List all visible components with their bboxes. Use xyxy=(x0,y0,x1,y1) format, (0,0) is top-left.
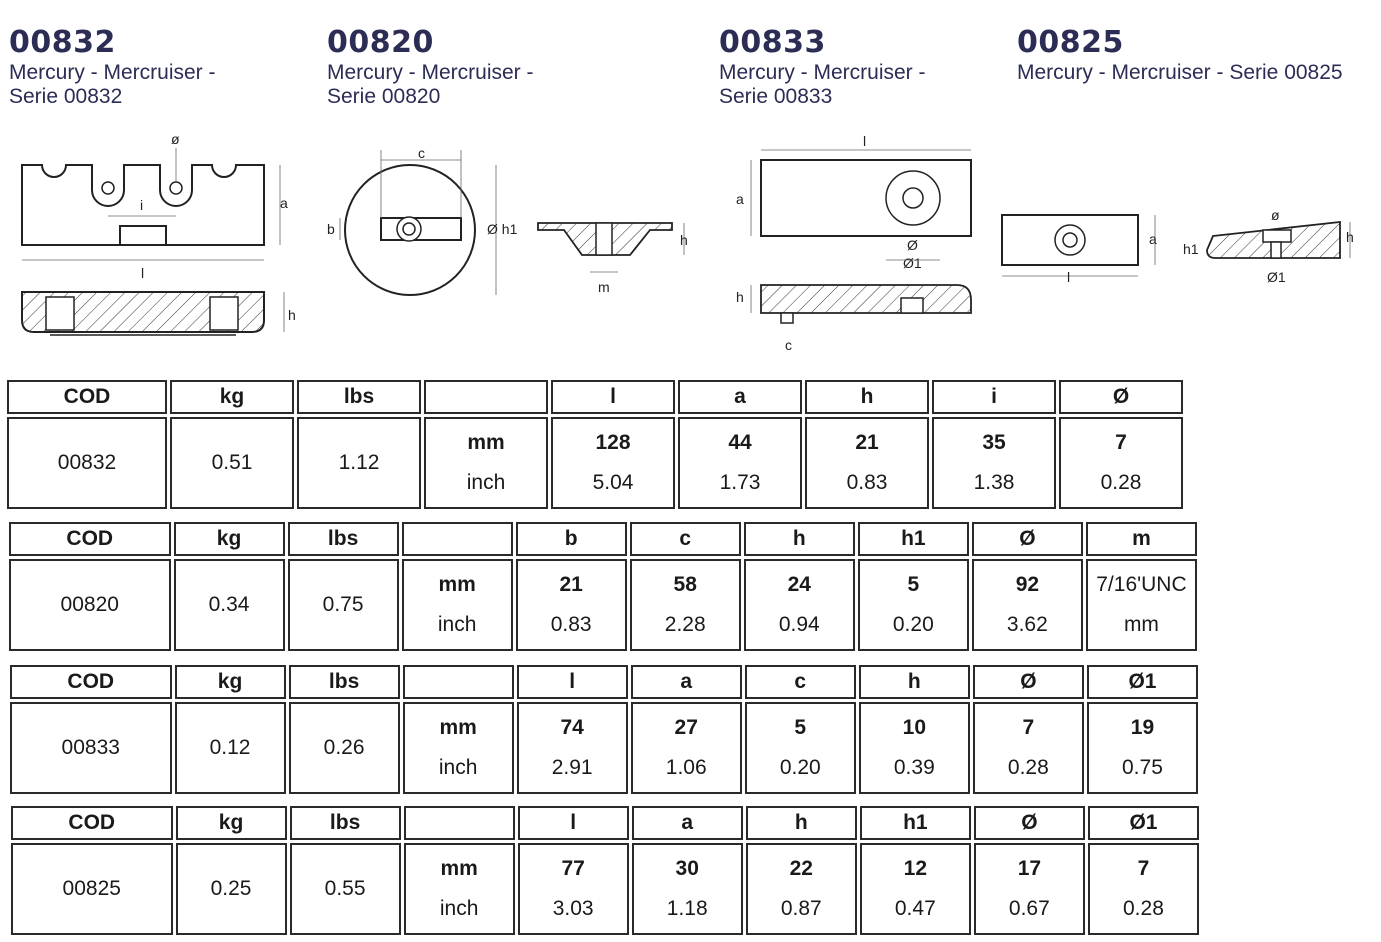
diagram-00820 xyxy=(320,140,700,310)
label-l: l xyxy=(863,133,867,149)
unit-cell xyxy=(404,843,515,935)
spec-table-00825 xyxy=(8,803,1202,938)
table-header-row xyxy=(10,665,1198,699)
header-cell: kg xyxy=(176,806,287,840)
product-code: 00832 xyxy=(9,25,116,60)
kg-cell: 0.51 xyxy=(170,417,294,509)
mm-value: 12 xyxy=(903,857,927,880)
label-dia: Ø xyxy=(907,237,918,253)
header-cell: l xyxy=(518,806,629,840)
inch-value: 0.83 xyxy=(550,613,592,636)
dim-cell xyxy=(972,559,1083,651)
cod-cell: 00820 xyxy=(9,559,171,651)
header-cell: Ø xyxy=(972,522,1083,556)
dim-cell xyxy=(516,559,627,651)
product-desc-line1: Mercury - Mercruiser - Serie 00825 xyxy=(1017,61,1343,84)
lbs-cell: 0.75 xyxy=(288,559,399,651)
dim-cell xyxy=(858,559,969,651)
dim-cell xyxy=(517,702,628,794)
dim-cell xyxy=(932,417,1056,509)
header-cell: COD xyxy=(10,665,172,699)
top-view-outline xyxy=(1002,215,1138,265)
mm-value: 44 xyxy=(728,431,752,454)
table-header-row xyxy=(7,380,1183,414)
diagram-00825 xyxy=(995,200,1365,300)
side-section xyxy=(761,285,971,313)
product-00833-heading xyxy=(719,26,926,108)
diagram-00832 xyxy=(0,120,320,350)
header-cell xyxy=(404,806,515,840)
dim-cell xyxy=(745,702,856,794)
mm-value: 27 xyxy=(674,716,698,739)
header-cell: a xyxy=(632,806,743,840)
mm-value: 17 xyxy=(1017,857,1042,880)
lbs-cell: 0.26 xyxy=(289,702,400,794)
product-desc-line1: Mercury - Mercruiser - xyxy=(9,61,216,84)
spec-table-00832 xyxy=(4,377,1186,512)
dim-cell xyxy=(1059,417,1183,509)
header-cell: lbs xyxy=(289,665,400,699)
header-cell xyxy=(403,665,514,699)
dim-cell xyxy=(632,843,743,935)
diagram-00833 xyxy=(725,130,985,353)
kg-cell: 0.12 xyxy=(175,702,286,794)
kg-cell: 0.25 xyxy=(176,843,287,935)
mm-value: 10 xyxy=(902,716,926,739)
mm-value: 7 xyxy=(1022,716,1035,739)
inch-value: 1.73 xyxy=(719,471,761,494)
header-cell: lbs xyxy=(297,380,421,414)
label-dia: ø xyxy=(171,131,180,147)
dim-cell xyxy=(1088,843,1199,935)
header-cell: a xyxy=(678,380,802,414)
inch-value: 0.39 xyxy=(893,756,935,779)
inch-value: 0.28 xyxy=(1100,471,1142,494)
hole-right xyxy=(170,182,182,194)
unit-inch: inch xyxy=(439,897,479,920)
product-code: 00833 xyxy=(719,25,826,60)
label-dia1: Ø1 xyxy=(903,255,922,271)
inch-value: 3.62 xyxy=(1006,613,1048,636)
header-cell: h xyxy=(805,380,929,414)
inch-value: 1.18 xyxy=(666,897,708,920)
label-m: m xyxy=(598,279,610,295)
label-c: c xyxy=(785,337,792,353)
header-cell: c xyxy=(745,665,856,699)
inch-value: 1.38 xyxy=(973,471,1015,494)
header-cell: COD xyxy=(9,522,171,556)
header-cell: Ø xyxy=(973,665,1084,699)
mm-value: 22 xyxy=(789,857,813,880)
header-cell xyxy=(424,380,548,414)
product-desc-line1: Mercury - Mercruiser - xyxy=(327,61,534,84)
product-00832-heading xyxy=(9,26,216,108)
table-row xyxy=(7,417,1183,509)
product-desc-line2: Serie 00820 xyxy=(327,85,441,108)
mm-value: 21 xyxy=(855,431,879,454)
inch-value: 0.28 xyxy=(1123,897,1164,920)
label-c: c xyxy=(418,145,425,161)
mm-value: 7/16'UNC xyxy=(1096,573,1187,596)
unit-mm: mm xyxy=(438,573,476,596)
dim-cell xyxy=(974,843,1085,935)
mm-value: 30 xyxy=(675,857,699,880)
label-a: a xyxy=(1149,231,1157,247)
lbs-cell: 0.55 xyxy=(290,843,401,935)
inch-value: 0.20 xyxy=(892,613,934,636)
product-00825-heading xyxy=(1017,26,1343,84)
table-row xyxy=(9,559,1197,651)
label-h: h xyxy=(736,289,744,305)
label-h: h xyxy=(288,307,296,323)
unit-mm: mm xyxy=(467,431,505,454)
header-cell: Ø xyxy=(1059,380,1183,414)
cod-cell: 00832 xyxy=(7,417,167,509)
mm-value: 128 xyxy=(595,431,631,454)
header-cell: h1 xyxy=(860,806,971,840)
unit-cell xyxy=(403,702,514,794)
spec-table-00833 xyxy=(7,662,1201,797)
label-b: b xyxy=(327,221,335,237)
inch-value: 0.28 xyxy=(1007,756,1049,779)
cod-cell: 00825 xyxy=(11,843,173,935)
mm-value: 24 xyxy=(787,573,811,596)
dim-cell xyxy=(1087,702,1198,794)
cod-cell: 00833 xyxy=(10,702,172,794)
header-cell: Ø1 xyxy=(1087,665,1198,699)
product-desc-line2: Serie 00832 xyxy=(9,85,123,108)
unit-mm: mm xyxy=(439,716,477,739)
dim-cell xyxy=(1086,559,1197,651)
label-h: h xyxy=(680,232,688,248)
dim-cell xyxy=(860,843,971,935)
header-cell: kg xyxy=(170,380,294,414)
dim-cell xyxy=(518,843,629,935)
product-code: 00820 xyxy=(327,25,434,60)
dim-cell xyxy=(744,559,855,651)
label-h1: h1 xyxy=(1183,241,1199,257)
label-dia: ø xyxy=(1271,207,1280,223)
header-cell: COD xyxy=(7,380,167,414)
center-slot xyxy=(120,226,166,245)
mm-value: 35 xyxy=(982,431,1006,454)
header-cell: l xyxy=(551,380,675,414)
unit-cell xyxy=(424,417,548,509)
mm-value: 5 xyxy=(794,716,807,739)
unit-cell xyxy=(402,559,513,651)
inch-value: 1.06 xyxy=(665,756,707,779)
header-cell: Ø xyxy=(974,806,1085,840)
table-header-row xyxy=(11,806,1199,840)
inch-value: 0.94 xyxy=(778,613,820,636)
header-cell: kg xyxy=(175,665,286,699)
table-header-row xyxy=(9,522,1197,556)
header-cell: i xyxy=(932,380,1056,414)
dim-cell xyxy=(631,702,742,794)
label-l: l xyxy=(141,265,145,281)
header-cell: h xyxy=(859,665,970,699)
unit-mm: mm xyxy=(440,857,478,880)
inch-value: 0.20 xyxy=(779,756,821,779)
product-00820-heading xyxy=(327,26,534,108)
table-row xyxy=(10,702,1198,794)
dim-cell xyxy=(551,417,675,509)
inch-value: 3.03 xyxy=(552,897,594,920)
header-cell: h xyxy=(746,806,857,840)
mm-value: 77 xyxy=(561,857,585,880)
header-cell: a xyxy=(631,665,742,699)
inch-value: 0.87 xyxy=(780,897,822,920)
header-cell: lbs xyxy=(288,522,399,556)
label-i: i xyxy=(140,197,144,213)
header-cell: lbs xyxy=(290,806,401,840)
header-cell: COD xyxy=(11,806,173,840)
label-a: a xyxy=(736,191,744,207)
dim-cell xyxy=(805,417,929,509)
dim-cell xyxy=(859,702,970,794)
inch-value: 0.67 xyxy=(1008,897,1050,920)
inch-value: 0.75 xyxy=(1122,756,1163,779)
dim-cell xyxy=(678,417,802,509)
product-desc-line2: Serie 00833 xyxy=(719,85,833,108)
dim-cell xyxy=(630,559,741,651)
header-cell xyxy=(402,522,513,556)
label-dia-h1: Ø h1 xyxy=(487,221,518,237)
spec-table-00820 xyxy=(6,519,1200,654)
kg-cell: 0.34 xyxy=(174,559,285,651)
label-dia1: Ø1 xyxy=(1267,269,1286,285)
header-cell: h1 xyxy=(858,522,969,556)
header-cell: Ø1 xyxy=(1088,806,1199,840)
header-cell: b xyxy=(516,522,627,556)
lbs-cell: 1.12 xyxy=(297,417,421,509)
table-row xyxy=(11,843,1199,935)
header-cell: h xyxy=(744,522,855,556)
header-cell: l xyxy=(517,665,628,699)
unit-inch: inch xyxy=(466,471,506,494)
mm-value: 74 xyxy=(560,716,584,739)
header-cell: c xyxy=(630,522,741,556)
unit-inch: inch xyxy=(437,613,477,636)
mm-value: 21 xyxy=(559,573,583,596)
mm-value: 19 xyxy=(1130,716,1155,739)
mm-value: 7 xyxy=(1137,857,1150,880)
inch-value: 0.83 xyxy=(846,471,888,494)
inch-value: mm xyxy=(1123,613,1159,636)
dim-cell xyxy=(973,702,1084,794)
mm-value: 5 xyxy=(907,573,920,596)
mm-value: 92 xyxy=(1015,573,1040,596)
inch-value: 0.47 xyxy=(894,897,936,920)
unit-inch: inch xyxy=(438,756,478,779)
inch-value: 2.28 xyxy=(664,613,706,636)
label-l: l xyxy=(1067,269,1071,285)
inch-value: 5.04 xyxy=(592,471,634,494)
label-h: h xyxy=(1346,229,1354,245)
inch-value: 2.91 xyxy=(551,756,593,779)
label-a: a xyxy=(280,195,288,211)
dim-cell xyxy=(746,843,857,935)
header-cell: m xyxy=(1086,522,1197,556)
mm-value: 7 xyxy=(1115,431,1127,454)
product-desc-line1: Mercury - Mercruiser - xyxy=(719,61,926,84)
mm-value: 58 xyxy=(673,573,697,596)
hole-left xyxy=(102,182,114,194)
header-cell: kg xyxy=(174,522,285,556)
product-code: 00825 xyxy=(1017,25,1124,60)
